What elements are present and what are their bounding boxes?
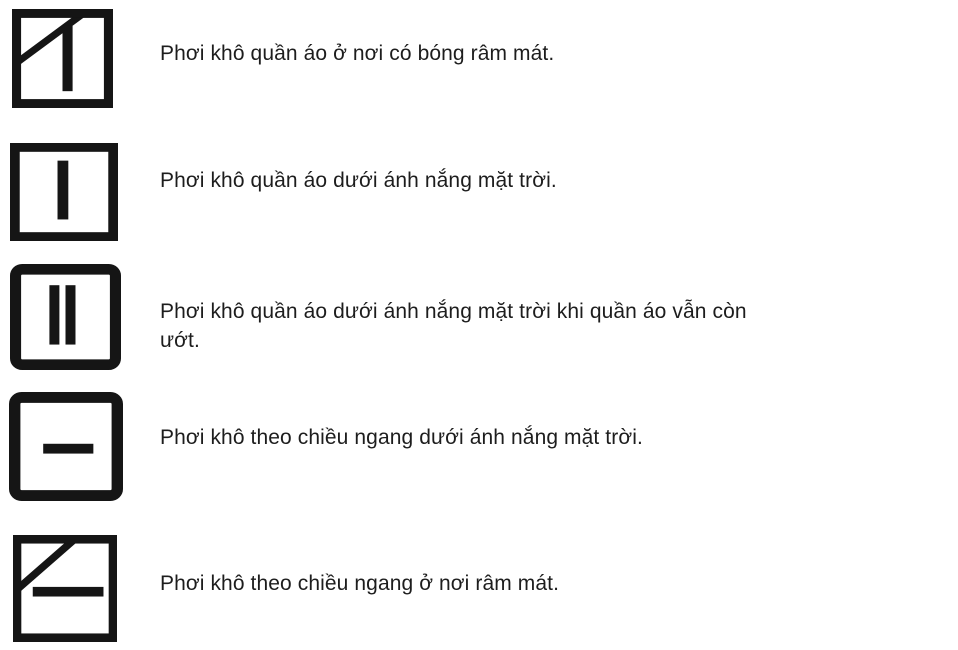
care-symbol-description: Phơi khô quần áo dưới ánh nắng mặt trời khi quần áo vẫn còn ướt. xyxy=(160,300,747,352)
dry-flat-in-shade-icon xyxy=(13,535,117,642)
care-symbol-description: Phơi khô theo chiều ngang dưới ánh nắng mặt trời. xyxy=(160,426,643,449)
care-symbol-description: Phơi khô theo chiều ngang ở nơi râm mát. xyxy=(160,572,560,595)
line-dry-in-shade-icon xyxy=(12,9,113,108)
care-symbol-description: Phơi khô quần áo dưới ánh nắng mặt trời. xyxy=(160,169,557,192)
line-dry-icon xyxy=(10,143,118,241)
drip-dry-icon xyxy=(10,264,121,370)
care-symbol-description: Phơi khô quần áo ở nơi có bóng râm mát. xyxy=(160,42,555,65)
dry-flat-icon xyxy=(9,392,123,501)
